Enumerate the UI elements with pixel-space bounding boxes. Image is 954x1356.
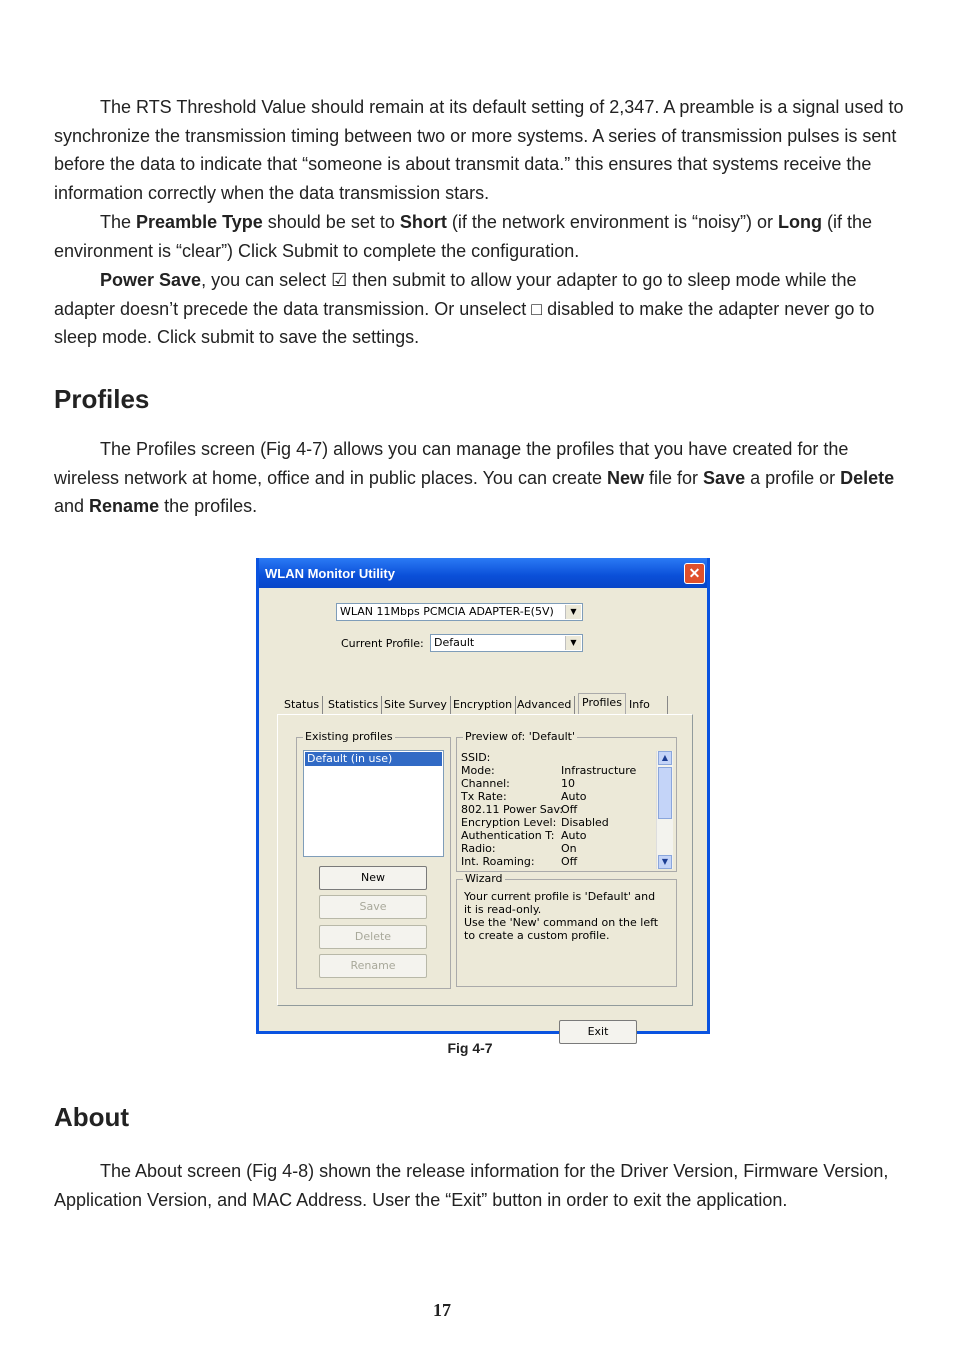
adapter-dropdown-value: WLAN 11Mbps PCMCIA ADAPTER-E(5V) [340, 605, 554, 618]
new-button[interactable]: New [319, 866, 427, 890]
intro-paragraph-power-save: Power Save, you can select ☑ then submit to allow your adapter to go to sleep mode while the adapter doesn’t precede the data transmission. Or unselect □ disabled to make the adapter never go to sleep mode. Click submit to save the settings. [54, 270, 875, 348]
close-icon[interactable]: ✕ [684, 563, 705, 584]
tab-info[interactable]: Info [626, 696, 668, 714]
profiles-paragraph: The Profiles screen (Fig 4-7) allows you can manage the profiles that you have created for the wireless network at home, office and in public places. You can create New file for Save a profile or Delete and Rename the profiles. [54, 439, 895, 517]
figure-caption: Fig 4-7 [447, 1040, 493, 1056]
window-titlebar [259, 558, 707, 588]
profiles-listbox[interactable] [303, 750, 444, 857]
scroll-thumb[interactable] [658, 767, 672, 819]
chevron-down-icon[interactable]: ▼ [565, 636, 581, 650]
scroll-up-icon[interactable]: ▲ [658, 751, 672, 765]
about-paragraph: The About screen (Fig 4-8) shown the release information for the Driver Version, Firmware Version, Application Version, and MAC Address. User the “Exit” button in order to exit the application. [54, 1161, 889, 1210]
tab-profiles[interactable]: Profiles [578, 693, 626, 715]
existing-profiles-group [296, 730, 451, 989]
preview-scrollbar[interactable] [656, 751, 673, 869]
page-number: 17 [433, 1300, 451, 1320]
preview-label: Preview of: 'Default' [465, 730, 575, 743]
existing-profiles-label: Existing profiles [305, 730, 393, 743]
wizard-text: Your current profile is 'Default' and it is read-only. Use the 'New' command on the left to create a custom profile. [464, 890, 659, 942]
list-item[interactable]: Default (in use) [305, 752, 442, 766]
window-title: WLAN Monitor Utility [265, 566, 395, 581]
delete-button[interactable]: Delete [319, 925, 427, 949]
current-profile-dropdown[interactable] [430, 634, 583, 652]
window-client-area [259, 588, 707, 1038]
scroll-down-icon[interactable]: ▼ [658, 855, 672, 869]
tab-advanced[interactable]: Advanced [514, 696, 575, 714]
intro-paragraph-rts: The RTS Threshold Value should remain at its default setting of 2,347. A preamble is a signal used to synchronize the transmission timing between two or more systems. A series of transmission pulses is sent before the data to indicate that “someone is about transmit data.” this ensures that systems receive the information correctly when the data transmission stars. [54, 97, 904, 204]
preview-keys: SSID: Mode: Channel: Tx Rate: 802.11 Power Sav: Encryption Level: Authentication T: Radio: Int. Roaming: [461, 751, 564, 868]
current-profile-label: Current Profile: [341, 637, 424, 650]
chevron-down-icon[interactable]: ▼ [565, 605, 581, 619]
rename-button[interactable]: Rename [319, 954, 427, 978]
preview-values: Infrastructure 10 Auto Off Disabled Auto On Off [561, 764, 637, 868]
current-profile-value: Default [434, 636, 475, 649]
about-heading: About [54, 1102, 130, 1132]
wizard-group [456, 872, 677, 987]
tab-site-survey[interactable]: Site Survey [381, 696, 451, 714]
adapter-dropdown[interactable] [336, 603, 583, 621]
wlan-monitor-window [256, 558, 710, 1038]
exit-button[interactable]: Exit [559, 1020, 637, 1044]
profiles-tab-panel [277, 714, 693, 1006]
tab-statistics[interactable]: Statistics [325, 696, 382, 714]
tab-status[interactable]: Status [281, 696, 323, 714]
save-button[interactable]: Save [319, 895, 427, 919]
profiles-heading: Profiles [54, 384, 150, 414]
tab-encryption[interactable]: Encryption [450, 696, 516, 714]
wizard-label: Wizard [465, 872, 503, 885]
preview-group [456, 730, 677, 872]
intro-paragraph-preamble: The Preamble Type should be set to Short (if the network environment is “noisy”) or Long (if the environment is “clear”) Click Submit to complete the configuration. [54, 212, 872, 261]
